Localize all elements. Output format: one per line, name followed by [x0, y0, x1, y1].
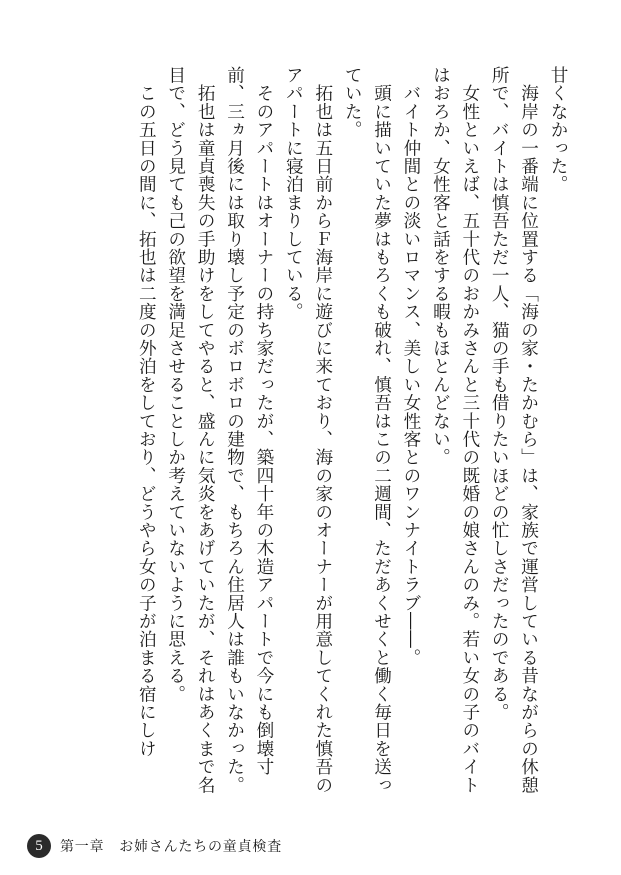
- paragraph: この五日の間に、拓也は二度の外泊をしており、どうやら女の子が泊まる宿にしけ: [136, 66, 157, 758]
- paragraph: 海岸の一番端に位置する「海の家・たかむら」は、家族で運営している昔ながらの休憩所で、バイトは慎吾ただ一人、猫の手も借りたいほどの忙しさだったのである。: [489, 66, 539, 794]
- page-number-badge: 5: [27, 834, 51, 858]
- paragraph: そのアパートはオーナーの持ち家だったが、築四十年の木造アパートで今にも倒壊寸前、三ヵ月後には取り壊し予定のボロボロの建物で、もちろん住居人は誰もいなかった。: [224, 66, 274, 794]
- paragraph: 女性といえば、五十代のおかみさんと三十代の既婚の娘さんのみ。若い女の子のバイトはおろか、女性客と話をする暇もほとんどない。: [430, 66, 480, 794]
- page-footer: [27, 832, 282, 860]
- paragraph: 拓也は童貞喪失の手助けをしてやると、盛んに気炎をあげていたが、それはあくまで名目で、どう見ても己の欲望を満足させることしか考えていないように思える。: [165, 66, 216, 794]
- chapter-title: 第一章 お姉さんたちの童貞検査: [60, 839, 282, 855]
- paragraph: 甘くなかった。: [548, 66, 568, 194]
- paragraph: 頭に描いていた夢はもろくも破れ、慎吾はこの二週間、ただあくせくと働く毎日を送っていた。: [342, 66, 392, 794]
- vertical-text-body: [52, 66, 572, 806]
- paragraph: 拓也は五日前からＦ海岸に遊びに来ており、海の家のオーナーが用意してくれた慎吾のアパートに寝泊まりしている。: [283, 66, 333, 794]
- paragraph: バイト仲間との淡いロマンス、美しい女性客とのワンナイトラブ――。: [400, 66, 421, 667]
